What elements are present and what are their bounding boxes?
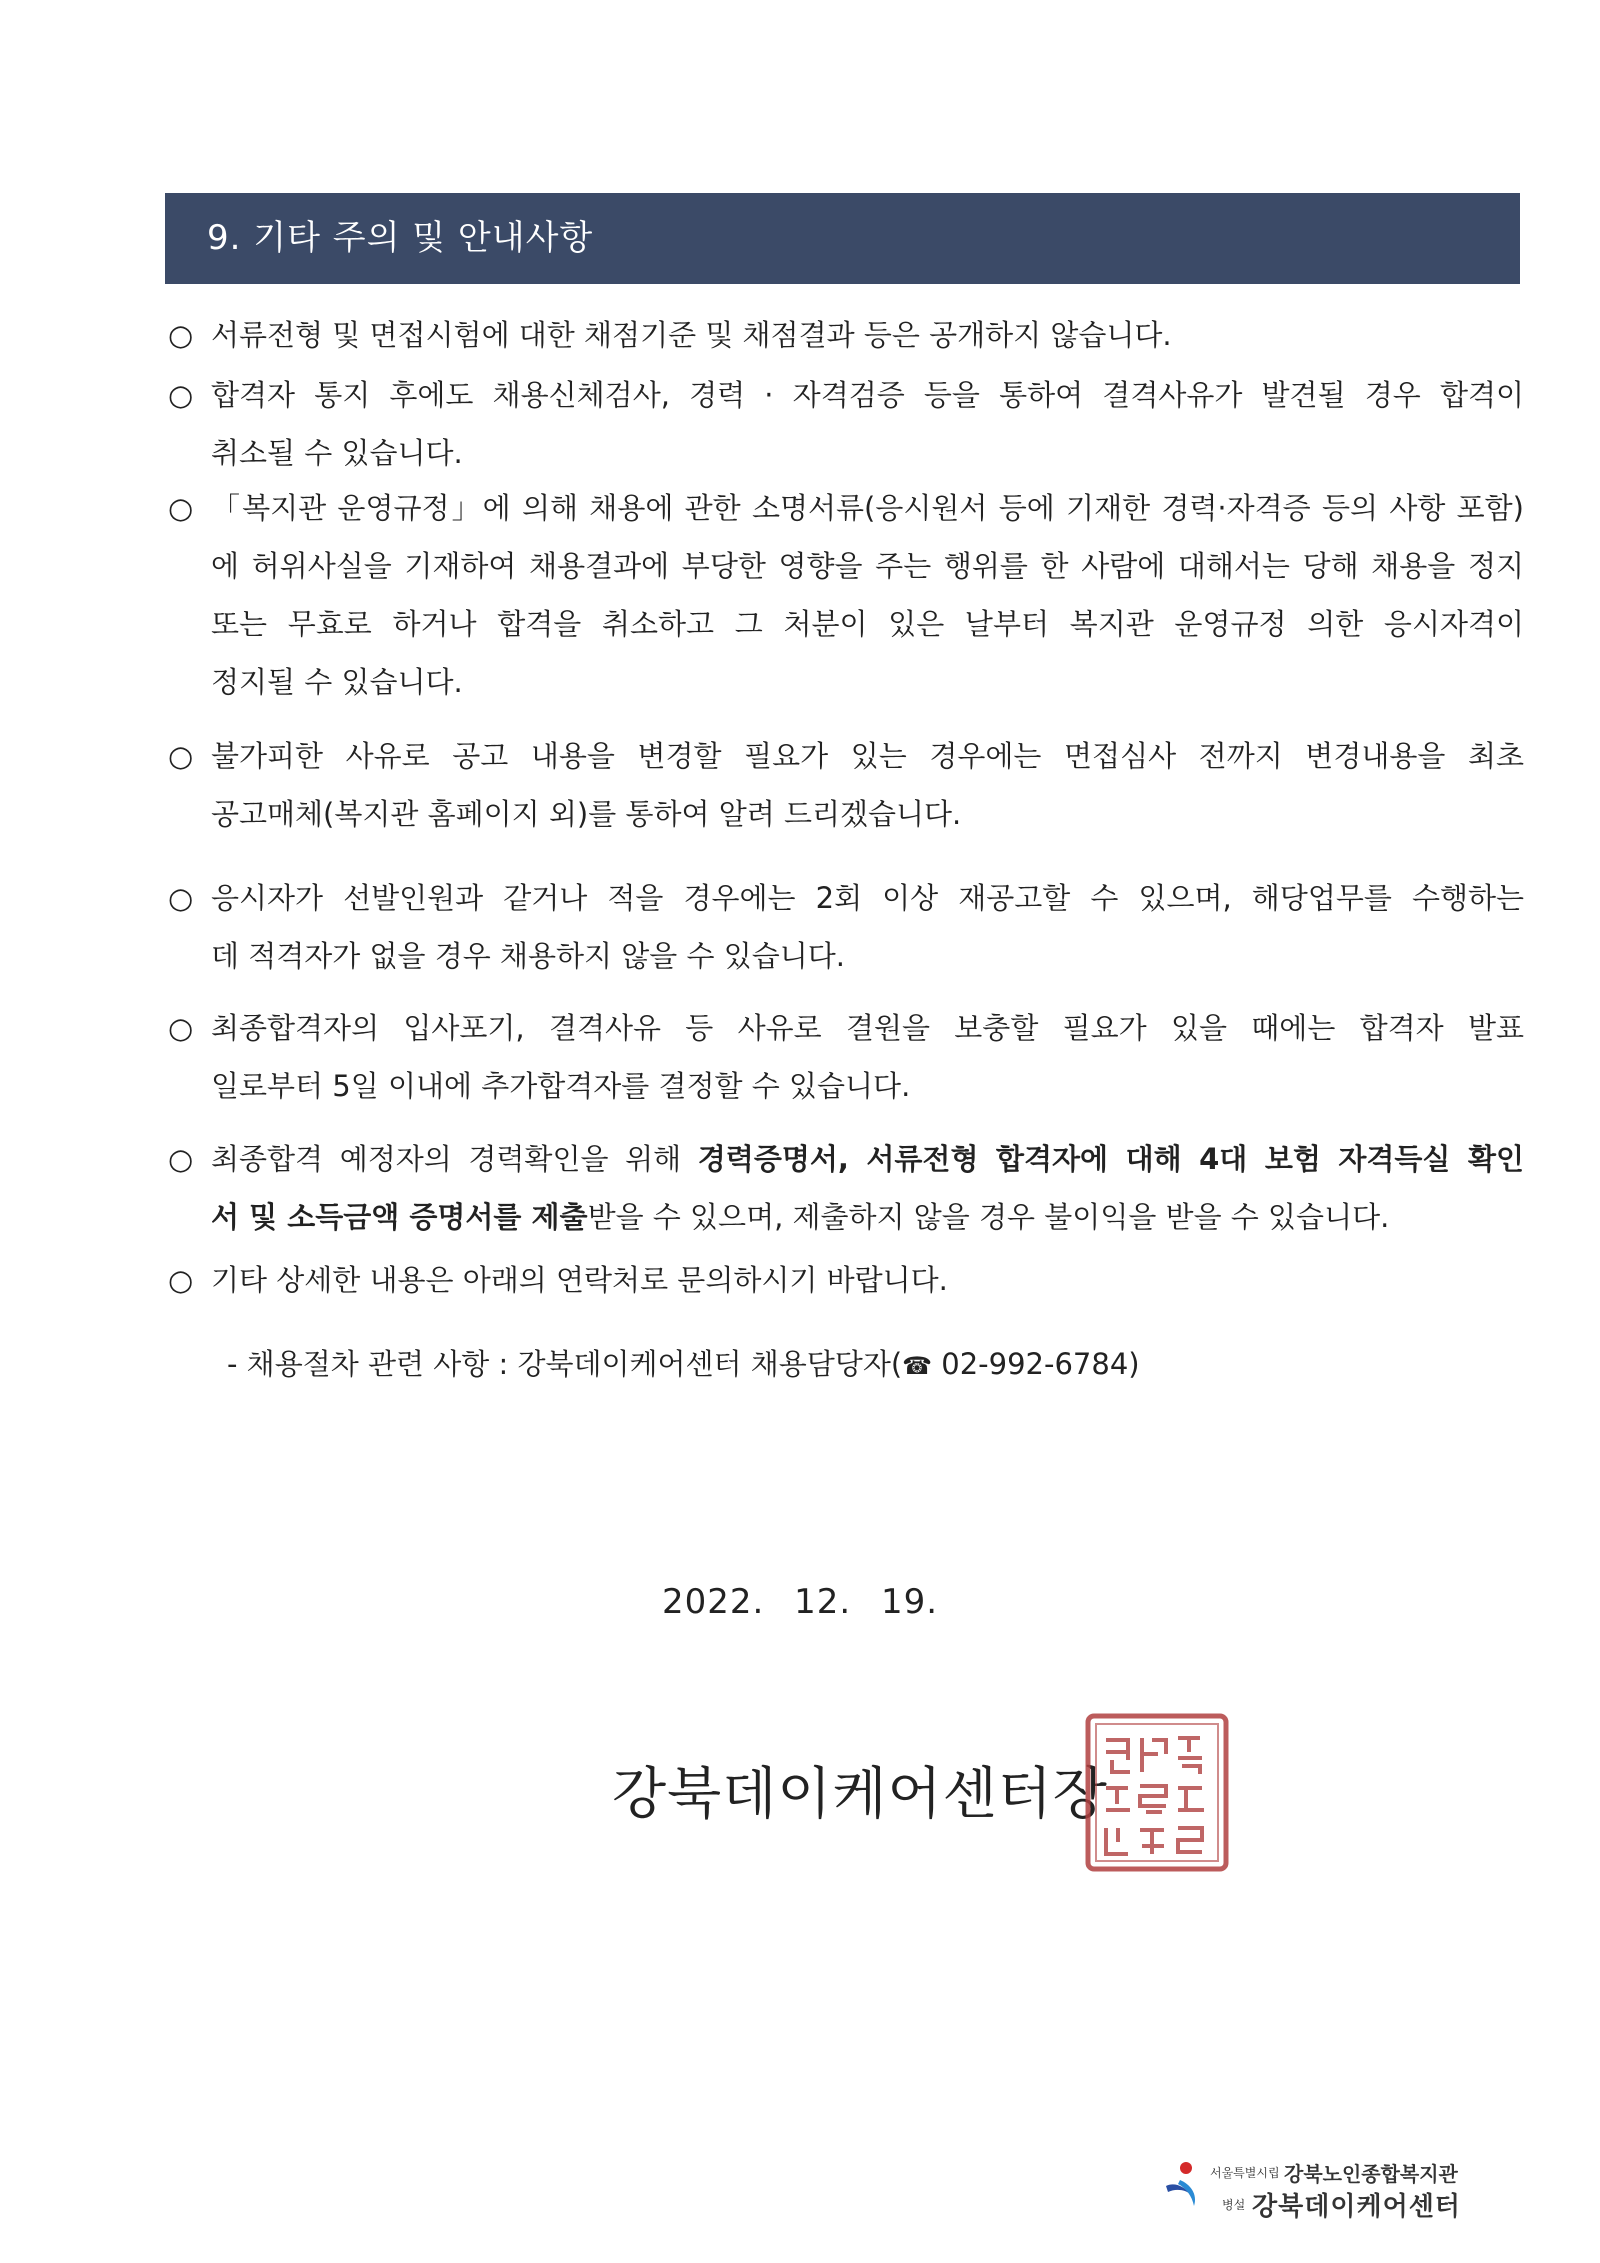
- logo-small-text: 병설: [1222, 2198, 1246, 2212]
- notice-item: [168, 1251, 1524, 1309]
- bullet-icon: ○: [168, 378, 194, 412]
- notice-line: 정지될 수 있습니다.: [211, 665, 463, 699]
- bullet-icon: ○: [168, 491, 194, 525]
- logo-small-text: 서울특별시립: [1210, 2166, 1280, 2180]
- notice-line: 불가피한 사유로 공고 내용을 변경할 필요가 있는 경우에는 면접심사 전까지 변경내용을 최초: [211, 739, 1524, 773]
- notice-item: [168, 869, 1524, 985]
- bullet-icon: ○: [168, 318, 194, 352]
- contact-line: [227, 1335, 1140, 1395]
- bullet-icon: ○: [168, 1142, 194, 1176]
- notice-line: 에 허위사실을 기재하여 채용결과에 부당한 영향을 주는 행위를 한 사람에 대해서는 당해 채용을 정지: [211, 549, 1524, 583]
- notice-line: [168, 1188, 1524, 1246]
- document-date: 2022. 12. 19.: [661, 1582, 939, 1622]
- notice-line: 합격자 통지 후에도 채용신체검사, 경력 · 자격검증 등을 통하여 결격사유가 발견될 경우 합격이: [211, 378, 1524, 412]
- section-header: 9. 기타 주의 및 안내사항: [165, 193, 1520, 284]
- notice-line: 일로부터 5일 이내에 추가합격자를 결정할 수 있습니다.: [211, 1069, 911, 1103]
- telephone-icon: ☎: [902, 1352, 933, 1380]
- notice-line: 데 적격자가 없을 경우 채용하지 않을 수 있습니다.: [211, 939, 846, 973]
- organization-logo-icon: [1160, 2160, 1206, 2210]
- notice-line: [168, 1130, 1524, 1188]
- notice-text: 받을 수 있으며, 제출하지 않을 경우 불이익을 받을 수 있습니다.: [587, 1200, 1390, 1234]
- bullet-icon: ○: [168, 739, 194, 773]
- logo-center-name: 강북데이케어센터: [1252, 2192, 1461, 2222]
- notice-item: [168, 479, 1524, 711]
- notice-line: 응시자가 선발인원과 같거나 적을 경우에는 2회 이상 재공고할 수 있으며, 해당업무를 수행하는: [211, 881, 1524, 915]
- notice-line: 기타 상세한 내용은 아래의 연락처로 문의하시기 바랍니다.: [211, 1263, 948, 1297]
- official-seal: [1082, 1710, 1232, 1875]
- notice-item: [168, 999, 1524, 1115]
- notice-line: 최종합격자의 입사포기, 결격사유 등 사유로 결원을 보충할 필요가 있을 때에는 합격자 발표: [211, 1011, 1524, 1045]
- notice-line: 취소될 수 있습니다.: [211, 436, 463, 470]
- notice-item: [168, 366, 1524, 482]
- notice-line: 또는 무효로 하거나 합격을 취소하고 그 처분이 있은 날부터 복지관 운영규정 의한 응시자격이: [211, 607, 1524, 641]
- bullet-icon: ○: [168, 881, 194, 915]
- notice-text-bold: 경력증명서, 서류전형 합격자에 대해 4대 보험 자격득실 확인: [697, 1142, 1524, 1176]
- notice-line: 「복지관 운영규정」에 의해 채용에 관한 소명서류(응시원서 등에 기재한 경력·자격증 등의 사항 포함): [211, 491, 1524, 525]
- bullet-icon: ○: [168, 1011, 194, 1045]
- notice-line: 서류전형 및 면접시험에 대한 채점기준 및 채점결과 등은 공개하지 않습니다.: [211, 318, 1172, 352]
- contact-prefix: - 채용절차 관련 사항 : 강북데이케어센터 채용담당자(: [227, 1347, 903, 1381]
- notice-text: 최종합격 예정자의 경력확인을 위해: [211, 1142, 698, 1176]
- bullet-icon: ○: [168, 1263, 194, 1297]
- logo-org-name: 강북노인종합복지관: [1284, 2162, 1458, 2186]
- signer-name: 강북데이케어센터장: [612, 1762, 1108, 1827]
- notice-text-bold: 서 및 소득금액 증명서를 제출: [211, 1200, 588, 1234]
- contact-phone: 02-992-6784): [932, 1347, 1140, 1381]
- notice-item: [168, 727, 1524, 843]
- footer-logo: [1160, 2158, 1480, 2222]
- notice-item: [168, 306, 1524, 364]
- notice-line: 공고매체(복지관 홈페이지 외)를 통하여 알려 드리겠습니다.: [211, 797, 962, 831]
- notice-item: [168, 1130, 1524, 1246]
